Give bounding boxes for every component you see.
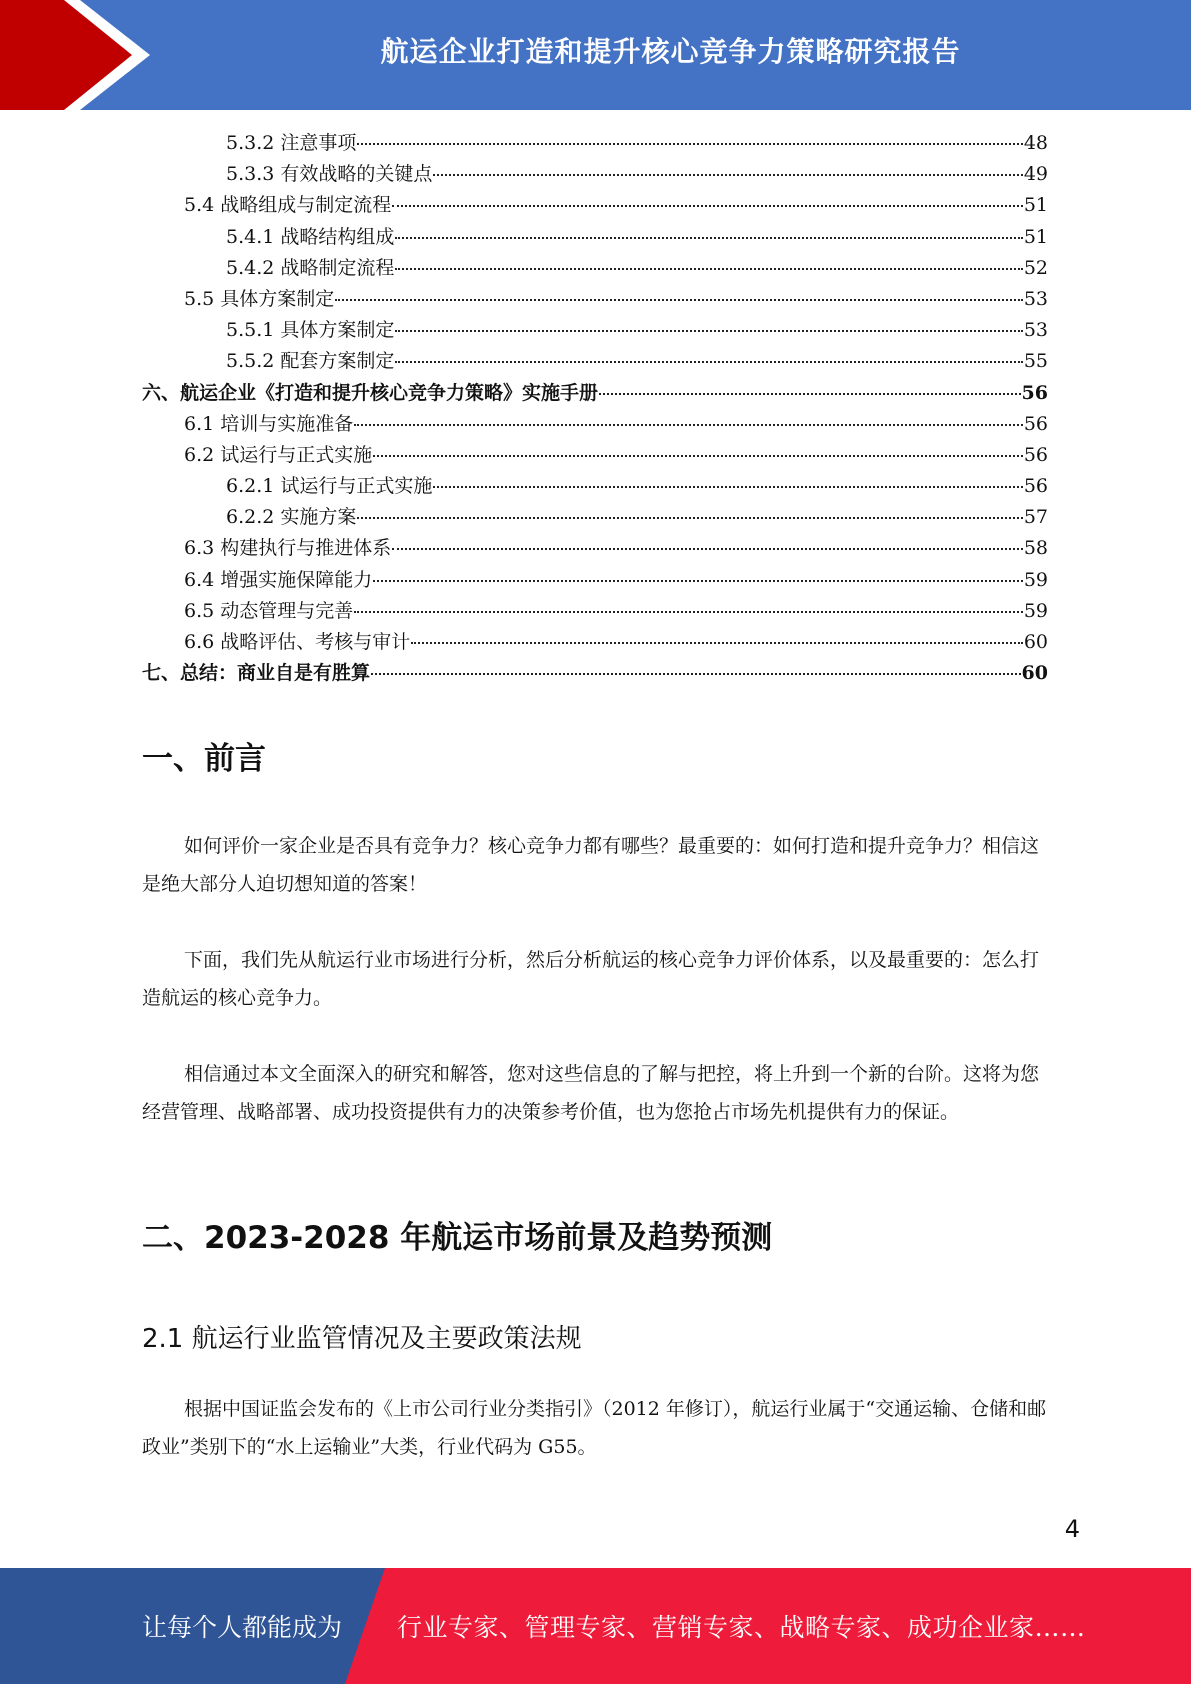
- toc-entry-page: 56: [1023, 412, 1048, 435]
- header-title: 航运企业打造和提升核心竞争力策略研究报告: [380, 35, 961, 68]
- toc-dot-leader: [599, 393, 1021, 395]
- toc-entry[interactable]: [142, 378, 1048, 409]
- toc-dot-leader: [392, 205, 1023, 207]
- toc-entry[interactable]: [142, 596, 1048, 627]
- toc-entry-label: 6.4 增强实施保障能力: [184, 568, 373, 591]
- toc-entry-label: 5.5 具体方案制定: [184, 287, 335, 310]
- toc-entry-label: 6.2.1 试运行与正式实施: [226, 475, 433, 498]
- toc-dot-leader: [395, 268, 1022, 270]
- toc-dot-leader: [357, 517, 1022, 519]
- toc-entry[interactable]: [142, 190, 1048, 221]
- toc-entry-label: 6.2 试运行与正式实施: [184, 443, 373, 466]
- page-header: [0, 0, 1191, 110]
- toc-entry-page: 52: [1023, 256, 1048, 279]
- toc-dot-leader: [395, 330, 1022, 332]
- paragraph: 相信通过本文全面深入的研究和解答，您对这些信息的了解与把控，将上升到一个新的台阶。这将为您经营管理、战略部署、成功投资提供有力的决策参考价值，也为您抢占市场先机提供有力的保证。: [142, 1063, 1040, 1123]
- footer-slogan-left: 让每个人都能成为: [142, 1613, 343, 1642]
- paragraph: 根据中国证监会发布的《上市公司行业分类指引》（2012 年修订），航运行业属于“交通运输、仓储和邮政业”类别下的“水上运输业”大类，行业代码为 G55。: [142, 1398, 1047, 1458]
- toc-entry-page: 58: [1023, 537, 1048, 560]
- toc-entry-label: 6.3 构建执行与推进体系: [184, 537, 392, 560]
- toc-dot-leader: [371, 673, 1021, 675]
- toc-entry-page: 51: [1023, 194, 1048, 217]
- toc-entry-page: 59: [1023, 568, 1048, 591]
- toc-entry[interactable]: [142, 565, 1048, 596]
- toc-dot-leader: [373, 455, 1023, 457]
- toc-entry[interactable]: [142, 471, 1048, 502]
- toc-entry-page: 57: [1023, 506, 1048, 529]
- toc-entry-label: 5.3.2 注意事项: [226, 132, 357, 154]
- toc-entry[interactable]: [142, 533, 1048, 564]
- toc-entry[interactable]: [142, 658, 1048, 689]
- toc-entry-label: 5.4.1 战略结构组成: [226, 225, 395, 248]
- toc-dot-leader: [411, 642, 1023, 644]
- section-heading-preface: 一、前言: [142, 741, 266, 777]
- toc-entry-page: 48: [1023, 132, 1048, 154]
- toc-dot-leader: [433, 174, 1022, 176]
- toc-entry-label: 6.5 动态管理与完善: [184, 599, 354, 622]
- toc-entry-label: 5.5.1 具体方案制定: [226, 319, 395, 342]
- toc-entry-page: 60: [1021, 662, 1048, 685]
- section-heading-market-forecast: 二、2023-2028 年航运市场前景及趋势预测: [142, 1220, 773, 1256]
- toc-dot-leader: [392, 548, 1023, 550]
- toc-dot-leader: [433, 486, 1022, 488]
- toc-entry[interactable]: [142, 627, 1048, 658]
- toc-entry[interactable]: [142, 409, 1048, 440]
- toc-entry-page: 60: [1023, 631, 1048, 653]
- toc-entry[interactable]: [142, 440, 1048, 471]
- toc-entry[interactable]: [142, 284, 1048, 315]
- toc-entry-page: 53: [1023, 319, 1048, 342]
- page-number: 4: [1064, 1515, 1080, 1543]
- subsection-heading: 2.1 航运行业监管情况及主要政策法规: [142, 1324, 582, 1354]
- toc-entry-page: 56: [1023, 443, 1048, 466]
- paragraph: 下面，我们先从航运行业市场进行分析，然后分析航运的核心竞争力评价体系，以及最重要的：怎么打造航运的核心竞争力。: [142, 949, 1040, 1009]
- toc-entry[interactable]: [142, 315, 1048, 346]
- toc-dot-leader: [395, 361, 1022, 363]
- toc-entry[interactable]: [142, 346, 1048, 377]
- page-footer: [0, 1568, 1191, 1684]
- toc-entry-page: 56: [1021, 381, 1048, 404]
- toc-entry-label: 5.4 战略组成与制定流程: [184, 194, 392, 217]
- toc-dot-leader: [373, 580, 1023, 582]
- toc-entry-page: 55: [1023, 350, 1048, 373]
- toc-entry-page: 51: [1023, 225, 1048, 248]
- toc-entry-label: 5.4.2 战略制定流程: [226, 256, 395, 279]
- toc-entry-page: 53: [1023, 287, 1048, 310]
- toc-entry-label: 6.6 战略评估、考核与审计: [184, 631, 411, 653]
- toc-dot-leader: [354, 611, 1023, 613]
- toc-entry[interactable]: [142, 128, 1048, 159]
- toc-entry-label: 六、航运企业《打造和提升核心竞争力策略》实施手册: [142, 381, 599, 404]
- toc-entry-label: 5.3.3 有效战略的关键点: [226, 163, 433, 186]
- toc-entry[interactable]: [142, 222, 1048, 253]
- toc-dot-leader: [357, 143, 1022, 145]
- toc-entry-label: 6.1 培训与实施准备: [184, 412, 354, 435]
- toc-entry-page: 49: [1023, 163, 1048, 186]
- toc-entry-page: 59: [1023, 599, 1048, 622]
- toc-entry[interactable]: [142, 159, 1048, 190]
- paragraph: 如何评价一家企业是否具有竞争力？核心竞争力都有哪些？最重要的：如何打造和提升竞争力？相信这是绝大部分人迫切想知道的答案！: [142, 835, 1040, 895]
- toc-dot-leader: [354, 424, 1023, 426]
- table-of-contents: [142, 128, 1048, 689]
- toc-entry-label: 七、总结：商业自是有胜算: [142, 662, 371, 685]
- footer-slogan-right: 行业专家、管理专家、营销专家、战略专家、成功企业家……: [397, 1613, 1086, 1642]
- toc-entry-label: 5.5.2 配套方案制定: [226, 350, 395, 373]
- toc-entry[interactable]: [142, 502, 1048, 533]
- toc-dot-leader: [395, 237, 1022, 239]
- toc-entry-label: 6.2.2 实施方案: [226, 506, 357, 529]
- toc-entry-page: 56: [1023, 475, 1048, 498]
- toc-entry[interactable]: [142, 253, 1048, 284]
- toc-dot-leader: [335, 299, 1023, 301]
